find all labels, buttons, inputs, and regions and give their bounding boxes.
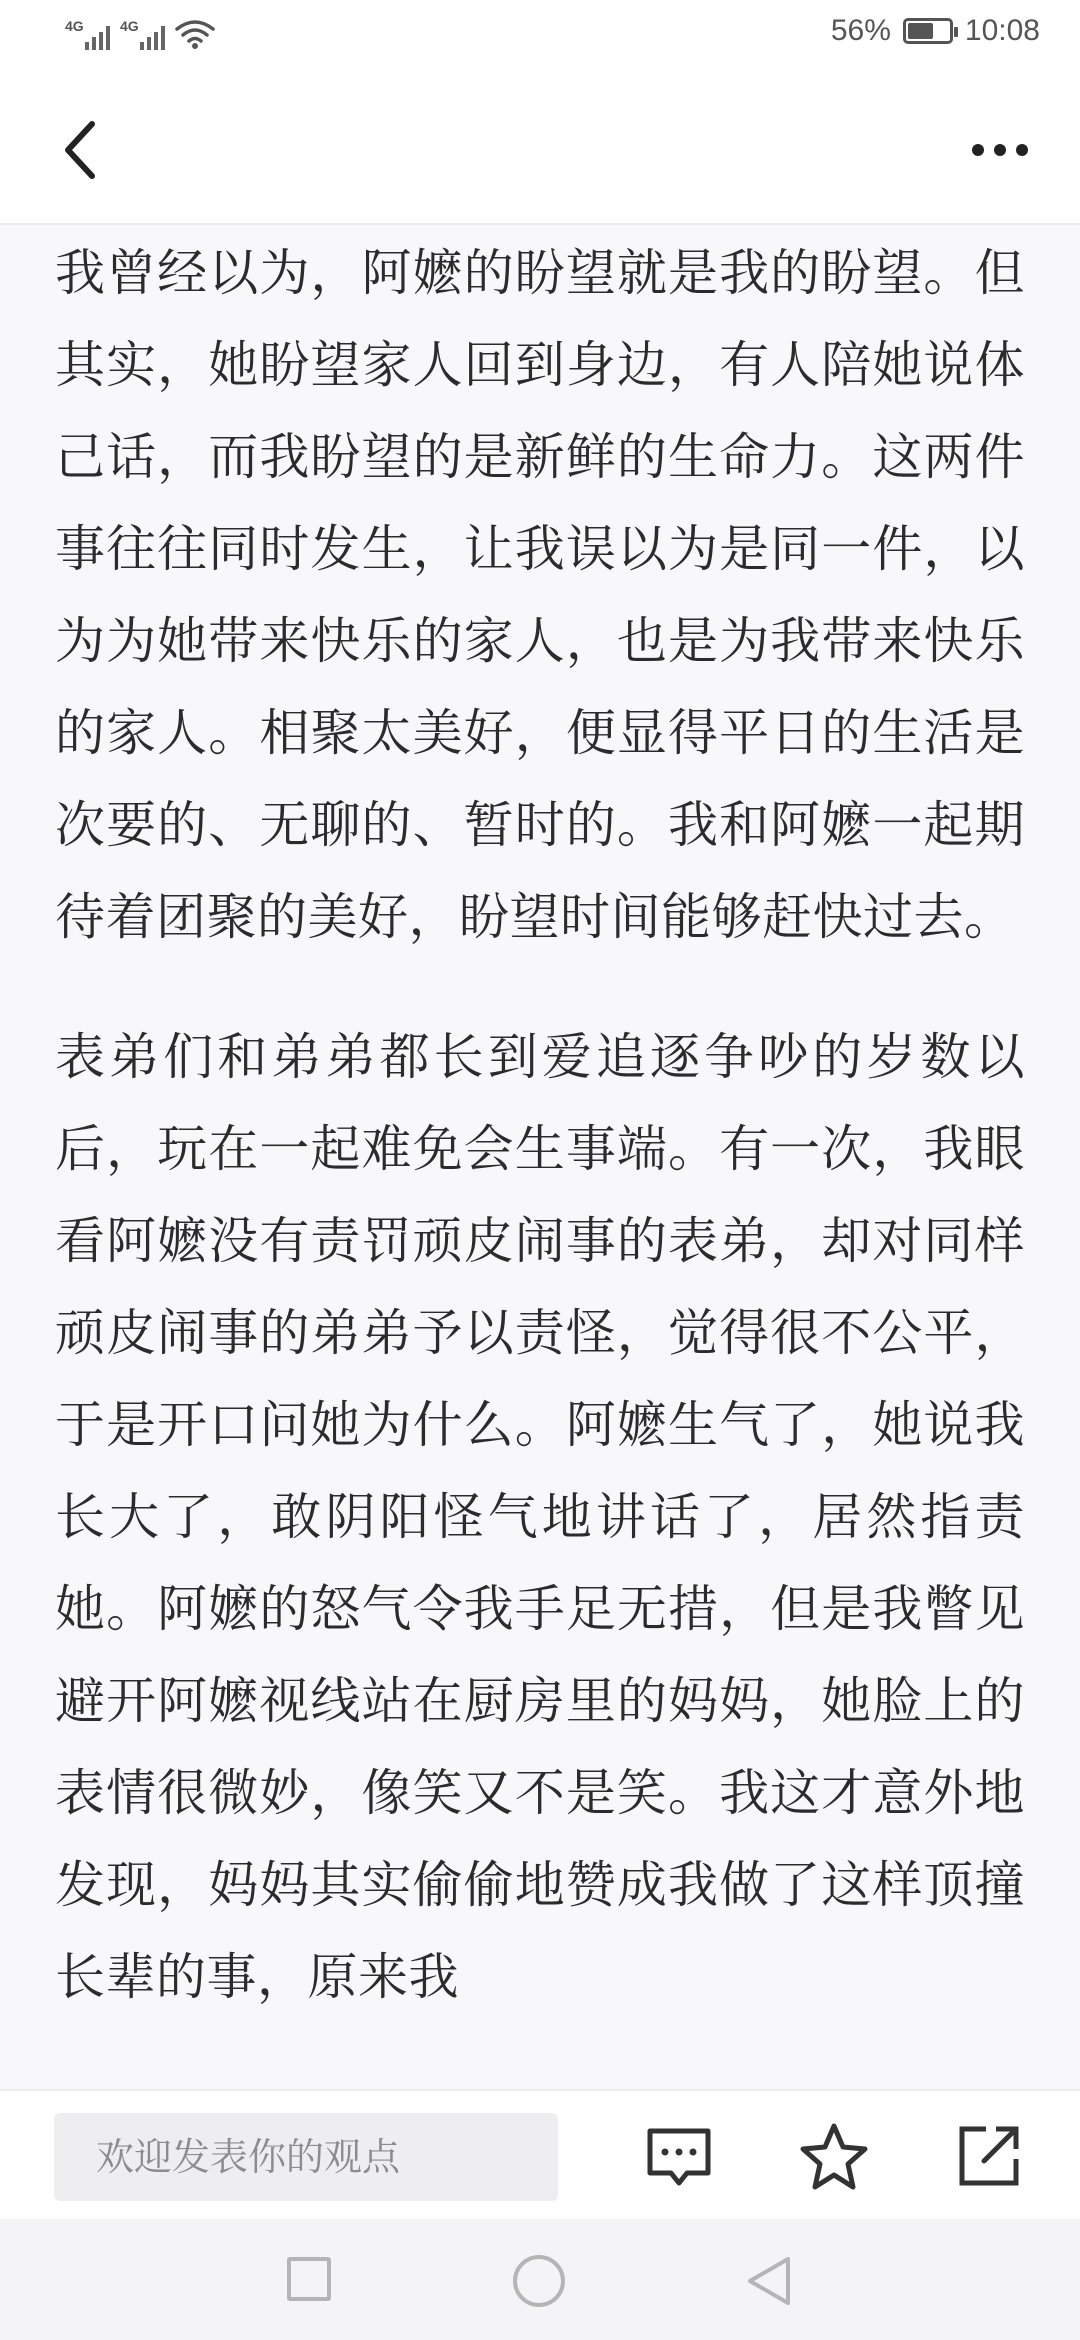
signal-group <box>65 18 215 50</box>
network-type-label: 4G <box>65 18 84 34</box>
signal-icon <box>65 18 110 50</box>
battery-percent: 56% <box>830 14 891 47</box>
chevron-left-icon[interactable] <box>50 110 120 190</box>
network-type-label: 4G <box>120 18 139 34</box>
wifi-icon <box>175 18 215 50</box>
status-bar <box>0 0 1080 75</box>
more-options-button[interactable] <box>960 120 1040 180</box>
battery-icon <box>903 18 953 44</box>
article-paragraph: 我曾经以为，阿嬷的盼望就是我的盼望。但其实，她盼望家人回到身边，有人陪她说体己话，而我盼望的是新鲜的生命力。这两件事往往同时发生，让我误以为是同一件，以为为她带来快乐的家人，也是为我带来快乐的家人。相聚太美好，便显得平日的生活是次要的、无聊的、暂时的。我和阿嬷一起期待着团聚的美好，盼望时间能够赶快过去。 <box>55 244 1025 946</box>
star-icon[interactable] <box>798 2121 870 2193</box>
top-nav-bar <box>0 75 1080 225</box>
comment-icon[interactable] <box>645 2123 713 2191</box>
recents-square-icon[interactable] <box>287 2257 331 2301</box>
signal-icon <box>120 18 165 50</box>
comment-bar <box>0 2089 1080 2219</box>
article-paragraph: 表弟们和弟弟都长到爱追逐争吵的岁数以后，玩在一起难免会生事端。有一次，我眼看阿嬷没有责罚顽皮闹事的表弟，却对同样顽皮闹事的弟弟予以责怪，觉得很不公平，于是开口问她为什么。阿嬷生气了，她说我长大了，敢阴阳怪气地讲话了，居然指责她。阿嬷的怒气令我手足无措，但是我瞥见避开阿嬷视线站在厨房里的妈妈，她脸上的表情很微妙，像笑又不是笑。我这才意外地发现，妈妈其实偷偷地赞成我做了这样顶撞长辈的事，原来我 <box>55 1028 1025 2006</box>
comment-input[interactable]: 欢迎发表你的观点 <box>54 2113 558 2201</box>
status-right <box>831 14 1040 48</box>
home-circle-icon[interactable] <box>513 2255 565 2307</box>
article-body[interactable] <box>0 227 1080 2089</box>
share-icon[interactable] <box>956 2123 1022 2189</box>
more-horizontal-icon <box>972 144 984 156</box>
battery-level <box>908 23 933 39</box>
back-triangle-icon[interactable] <box>744 2253 794 2309</box>
system-nav-bar <box>0 2219 1080 2340</box>
clock: 10:08 <box>964 14 1040 47</box>
